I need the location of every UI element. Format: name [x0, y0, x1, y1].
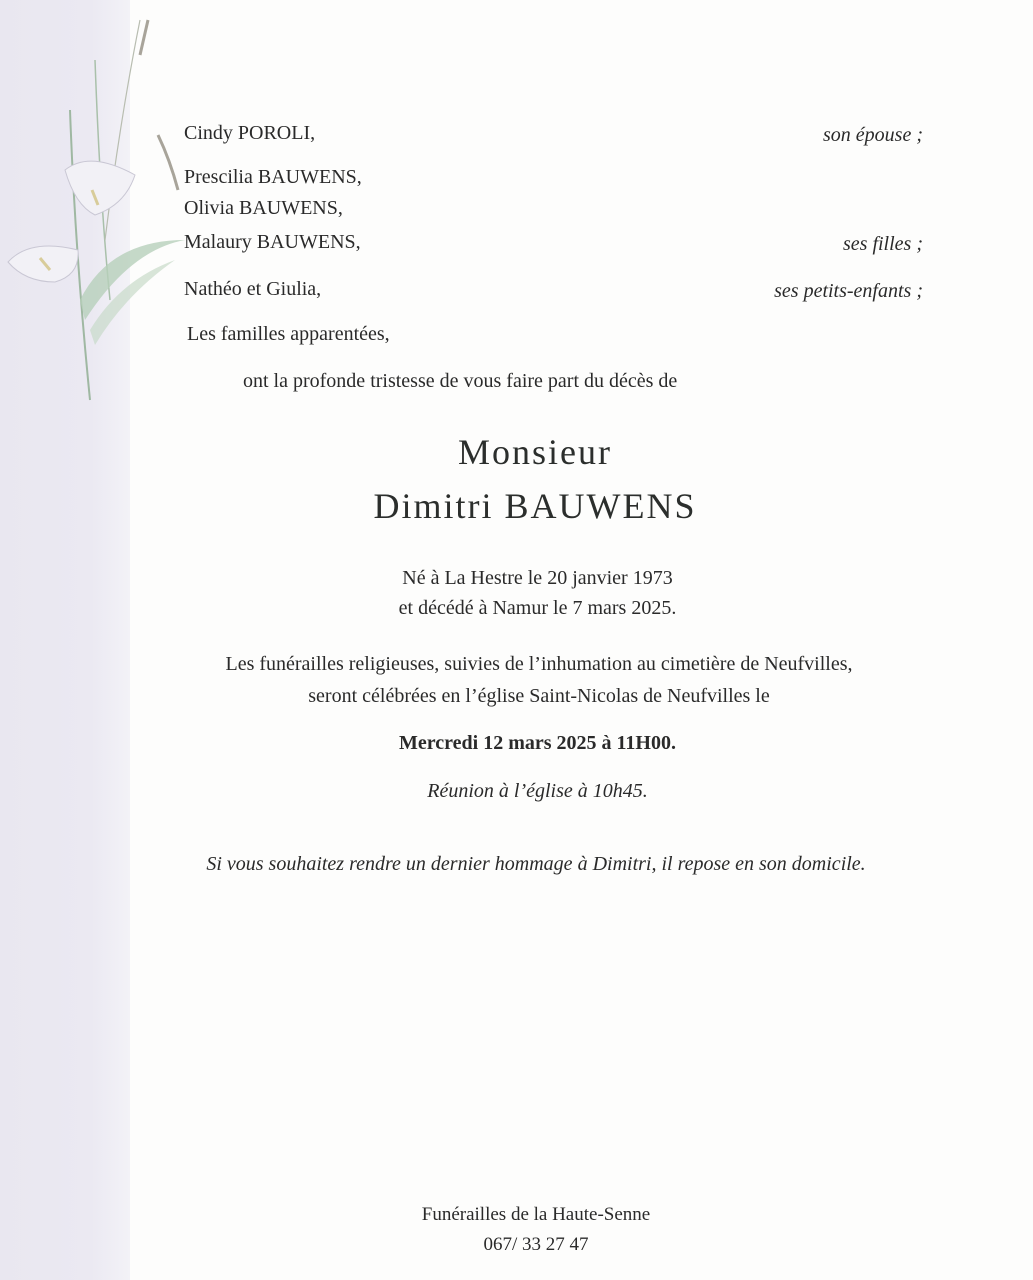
- tribute-info: Si vous souhaitez rendre un dernier hommage à Dimitri, il repose en son domicile.: [206, 853, 866, 875]
- meeting-info: Réunion à l’église à 10h45.: [427, 780, 648, 802]
- daughters-role: ses filles ;: [843, 233, 923, 255]
- death-info: et décédé à Namur le 7 mars 2025.: [398, 597, 677, 619]
- spouse-name: Cindy POROLI,: [184, 122, 316, 144]
- daughter-name: Olivia BAUWENS,: [184, 197, 343, 219]
- grandchildren-role: ses petits-enfants ;: [774, 280, 923, 302]
- calla-lily-decoration: [0, 0, 200, 420]
- announcement-text: ont la profonde tristesse de vous faire part du décès de: [243, 370, 678, 392]
- deceased-name: Dimitri BAUWENS: [373, 486, 697, 526]
- daughter-name: Malaury BAUWENS,: [184, 231, 361, 253]
- grandchildren-names: Nathéo et Giulia,: [184, 278, 322, 300]
- spouse-role: son épouse ;: [823, 124, 923, 146]
- funeral-home-name: Funérailles de la Haute-Senne: [421, 1204, 651, 1225]
- relatives: Les familles apparentées,: [187, 323, 390, 345]
- deceased-title: Monsieur: [458, 432, 612, 472]
- funeral-home-phone: 067/ 33 27 47: [483, 1234, 589, 1255]
- funeral-date: Mercredi 12 mars 2025 à 11H00.: [399, 732, 676, 754]
- birth-info: Né à La Hestre le 20 janvier 1973: [402, 567, 673, 589]
- funeral-line: Les funérailles religieuses, suivies de l’inhumation au cimetière de Neufvilles,: [225, 653, 853, 675]
- daughter-name: Prescilia BAUWENS,: [184, 166, 362, 188]
- funeral-line: seront célébrées en l’église Saint-Nicolas de Neufvilles le: [308, 685, 770, 707]
